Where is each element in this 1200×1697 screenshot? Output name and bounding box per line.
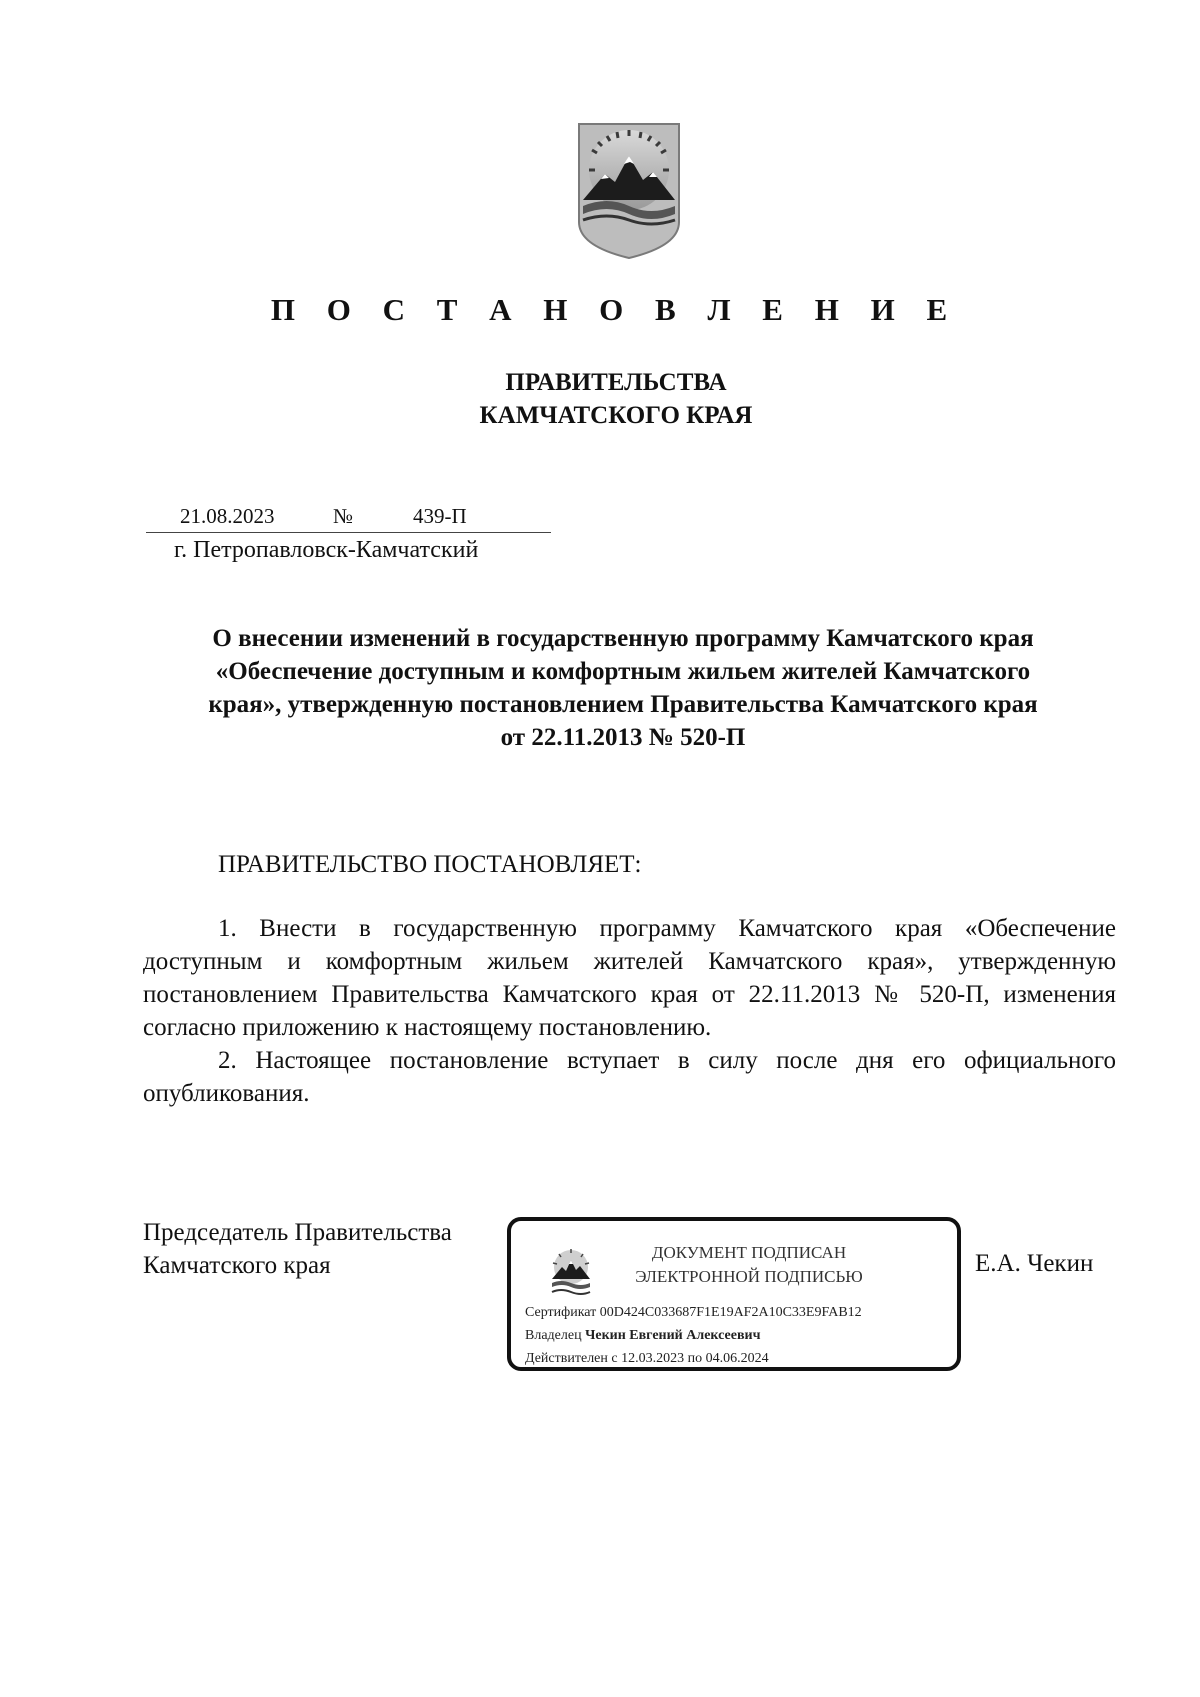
document-type-heading: П О С Т А Н О В Л Е Н И Е [270,292,960,327]
resolution-item: 2. Настоящее постановление вступает в силу после дня его официального опубликования. [143,1047,1116,1107]
stamp-heading-line: ДОКУМЕНТ ПОДПИСАН [651,1243,847,1262]
stamp-certificate [525,1305,862,1321]
issuer-line: КАМЧАТСКОГО КРАЯ [479,402,753,429]
document-meta [146,504,551,564]
kamchatka-coat-of-arms-icon [577,122,681,260]
signatory-title-line: Председатель Правительства [143,1219,452,1246]
subject-line: от 22.11.2013 № 520-П [500,724,746,751]
certificate-value: 00D424C033687F1E19AF2A10C33E9FAB12 [599,1305,862,1320]
valid-label: Действителен с [525,1351,618,1366]
stamp-owner [525,1328,760,1344]
resolution-body [143,912,1116,1110]
date-number-row [146,504,551,533]
document-date: 21.08.2023 [180,504,275,528]
number-sign: № [333,504,354,528]
stamp-heading [619,1241,879,1289]
kamchatka-emblem-icon [549,1247,593,1299]
subject-line: «Обеспечение доступным и комфортным жильем жителей Камчатского [215,658,1031,685]
electronic-signature-stamp [507,1217,961,1371]
resolution-preamble: ПРАВИТЕЛЬСТВО ПОСТАНОВЛЯЕТ: [218,851,642,878]
signatory-name: Е.А. Чекин [975,1250,1094,1277]
city: г. Петропавловск-Камчатский [174,537,479,563]
stamp-heading-line: ЭЛЕКТРОННОЙ ПОДПИСЬЮ [635,1267,863,1286]
signatory-title-line: Камчатского края [143,1252,331,1279]
document-number: 439-П [413,504,467,528]
issuer-line: ПРАВИТЕЛЬСТВА [505,369,727,396]
document-subject [140,622,1106,754]
signatory-title [143,1216,452,1282]
issuer-heading [0,366,1200,432]
valid-from: 12.03.2023 [621,1351,685,1366]
owner-value: Чекин Евгений Алексеевич [585,1328,761,1343]
resolution-item: 1. Внести в государственную программу Камчатского края «Обеспечение доступным и комфортным жильем жителей Камчатского края», утвержденную постановлением Правительства Камчатского края от 22.11.2013 № 520-П, изменения согласно приложению к настоящему постановлению. [143,915,1116,1041]
valid-to: 04.06.2024 [705,1351,769,1366]
owner-label: Владелец [525,1328,582,1343]
stamp-validity [525,1351,769,1367]
valid-to-label: по [687,1351,703,1366]
subject-line: О внесении изменений в государственную программу Камчатского края [212,625,1034,652]
subject-line: края», утвержденную постановлением Правительства Камчатского края [208,691,1038,718]
certificate-label: Сертификат [525,1305,597,1320]
